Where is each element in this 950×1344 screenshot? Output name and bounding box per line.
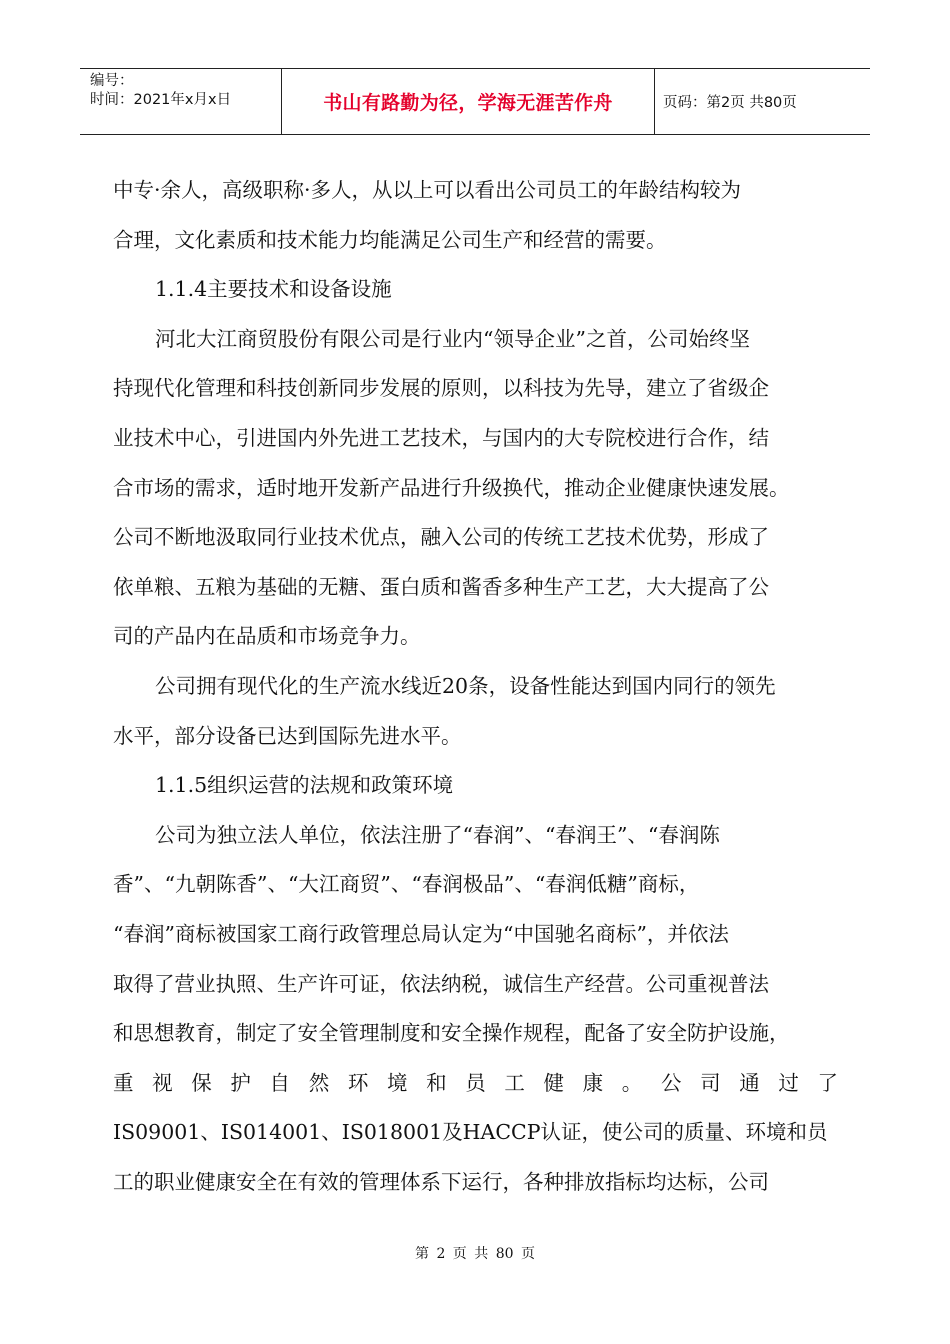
document-number-label: 编号： [90, 73, 134, 89]
body-text-line: 取得了营业执照、生产许可证，依法纳税，诚信生产经营。公司重视普法 [113, 971, 769, 996]
body-text-line: 中专·余人，高级职称·多人，从以上可以看出公司员工的年龄结构较为 [113, 178, 742, 202]
body-text-line: 公司为独立法人单位，依法注册了“春润”、“春润王”、“春润陈 [155, 822, 720, 847]
document-body [113, 166, 838, 1207]
body-text-line: 和思想教育，制定了安全管理制度和安全操作规程，配备了安全防护设施， [113, 1021, 790, 1046]
body-text-line: 公司拥有现代化的生产流水线近20条，设备性能达到国内同行的领先 [155, 673, 776, 698]
body-text-line: 工的职业健康安全在有效的管理体系下运行，各种排放指标均达标，公司 [113, 1169, 769, 1194]
body-text-line: 公司不断地汲取同行业技术优点，融入公司的传统工艺技术优势，形成了 [113, 525, 769, 550]
document-header [80, 68, 870, 135]
body-text-line: 1.1.4主要技术和设备设施 [155, 277, 392, 302]
body-text-line: 合市场的需求，适时地开发新产品进行升级换代，推动企业健康快速发展。 [113, 475, 790, 500]
body-text-line: 水平，部分设备已达到国际先进水平。 [113, 723, 462, 748]
body-text-line: 重视保护自然环境和员工健康。公司通过了 [113, 1070, 838, 1095]
body-text-line: “春润”商标被国家工商行政管理总局认定为“中国驰名商标”，并依法 [113, 921, 729, 946]
header-meta [80, 69, 282, 134]
document-time-label: 时间：2021年x月x日 [90, 92, 232, 108]
body-text-line: 河北大江商贸股份有限公司是行业内“领导企业”之首，公司始终坚 [155, 326, 750, 351]
body-text-line: 司的产品内在品质和市场竞争力。 [113, 624, 421, 649]
page-footer: 第 2 页 共 80 页 [415, 1246, 535, 1262]
body-text-line: 业技术中心，引进国内外先进工艺技术，与国内的大专院校进行合作，结 [113, 425, 769, 450]
header-motto: 书山有路勤为径，学海无涯苦作舟 [282, 69, 655, 134]
body-text-line: IS09001、IS014001、IS018001及HACCP认证，使公司的质量、环境和员 [113, 1120, 828, 1145]
body-text-line: 香”、“九朝陈香”、“大江商贸”、“春润极品”、“春润低糖”商标， [113, 872, 700, 897]
body-text-line: 依单粮、五粮为基础的无糖、蛋白质和酱香多种生产工艺，大大提高了公 [113, 574, 769, 599]
body-text-line: 1.1.5组织运营的法规和政策环境 [155, 773, 454, 798]
header-page-info: 页码：第2页 共80页 [663, 95, 797, 111]
body-text-line: 合理，文化素质和技术能力均能满足公司生产和经营的需要。 [113, 227, 667, 252]
body-text-line: 持现代化管理和科技创新同步发展的原则，以科技为先导，建立了省级企 [113, 376, 769, 401]
